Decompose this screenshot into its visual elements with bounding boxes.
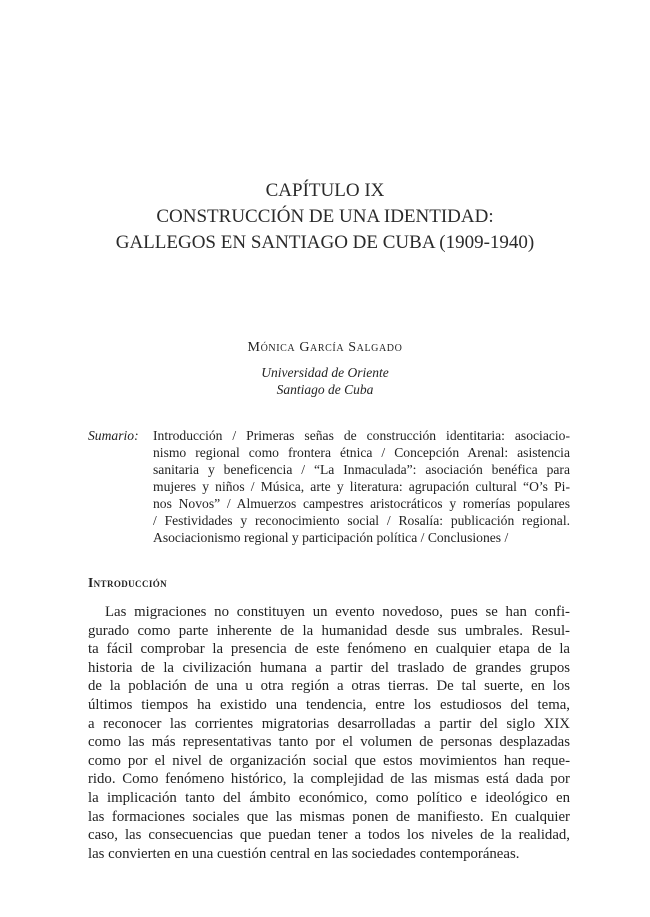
affiliation-institution: Universidad de Oriente <box>261 365 389 380</box>
paragraph-line: gurado como parte inherente de la humanidad desde sus umbrales. Resul- <box>88 622 570 639</box>
chapter-title-line-1: CONSTRUCCIÓN DE UNA IDENTIDAD: <box>156 206 494 227</box>
paragraph-line: las formaciones sociales que las mismas ponen de manifiesto. En cualquier <box>88 808 570 825</box>
paragraph-line: últimos tiempos ha existido una tendencia, entre los estudiosos del tema, <box>88 696 570 713</box>
paragraph-line: caso, las consecuencias que puedan tener a todos los niveles de la realidad, <box>88 827 570 844</box>
section-heading-introduccion: Introducción <box>88 575 168 590</box>
author-affiliation <box>0 364 650 398</box>
paragraph-line: como las más representativas tanto por el volumen de personas desplazadas <box>88 734 570 751</box>
summary-line: nos Novos” / Almuerzos campestres aristocráticos y romerías populares <box>153 496 570 511</box>
paragraph-line: rido. Como fenómeno histórico, la complejidad de las mismas está dada por <box>88 771 570 788</box>
chapter-title-line-2: GALLEGOS EN SANTIAGO DE CUBA (1909-1940) <box>115 232 535 253</box>
summary-line: Introducción / Primeras señas de construcción identitaria: asociacio- <box>153 428 570 443</box>
chapter-title-block <box>0 178 650 256</box>
summary-line: / Festividades y reconocimiento social / Rosalía: publicación regional. <box>153 513 570 528</box>
introduction-paragraph <box>88 603 570 863</box>
summary-line: Asociacionismo regional y participación política / Conclusiones / <box>153 530 509 545</box>
summary-text <box>153 427 570 546</box>
summary-line: sanitaria y beneficencia / “La Inmaculada”: asociación benéfica para <box>153 462 570 477</box>
paragraph-line: Las migraciones no constituyen un evento novedoso, pues se han confi- <box>105 604 570 620</box>
affiliation-city: Santiago de Cuba <box>276 382 374 397</box>
summary-label: Sumario: <box>88 428 139 443</box>
paragraph-line: como por el nivel de organización social que estos movimientos han reque- <box>88 752 570 769</box>
chapter-label: CAPÍTULO IX <box>265 180 385 201</box>
paragraph-line: de la población de una u otra región a otras tierras. De tal suerte, en los <box>88 678 570 695</box>
paragraph-line: la implicación tanto del ámbito económico, como político e ideológico en <box>88 789 570 806</box>
paragraph-line: ta fácil comprobar la presencia de este fenómeno en cualquier etapa de la <box>88 641 570 658</box>
paragraph-line: a reconocer las corrientes migratorias desarrolladas a partir del siglo XIX <box>88 715 570 732</box>
summary-line: mujeres y niños / Música, arte y literatura: agrupación cultural “O’s Pi- <box>153 479 570 494</box>
paragraph-line: las convierten en una cuestión central en las sociedades contemporáneas. <box>88 845 520 862</box>
summary-line: nismo regional como frontera étnica / Concepción Arenal: asistencia <box>153 445 570 460</box>
author-name: Mónica García Salgado <box>247 340 403 355</box>
paragraph-line: historia de la civilización humana a partir del traslado de grandes grupos <box>88 659 570 676</box>
